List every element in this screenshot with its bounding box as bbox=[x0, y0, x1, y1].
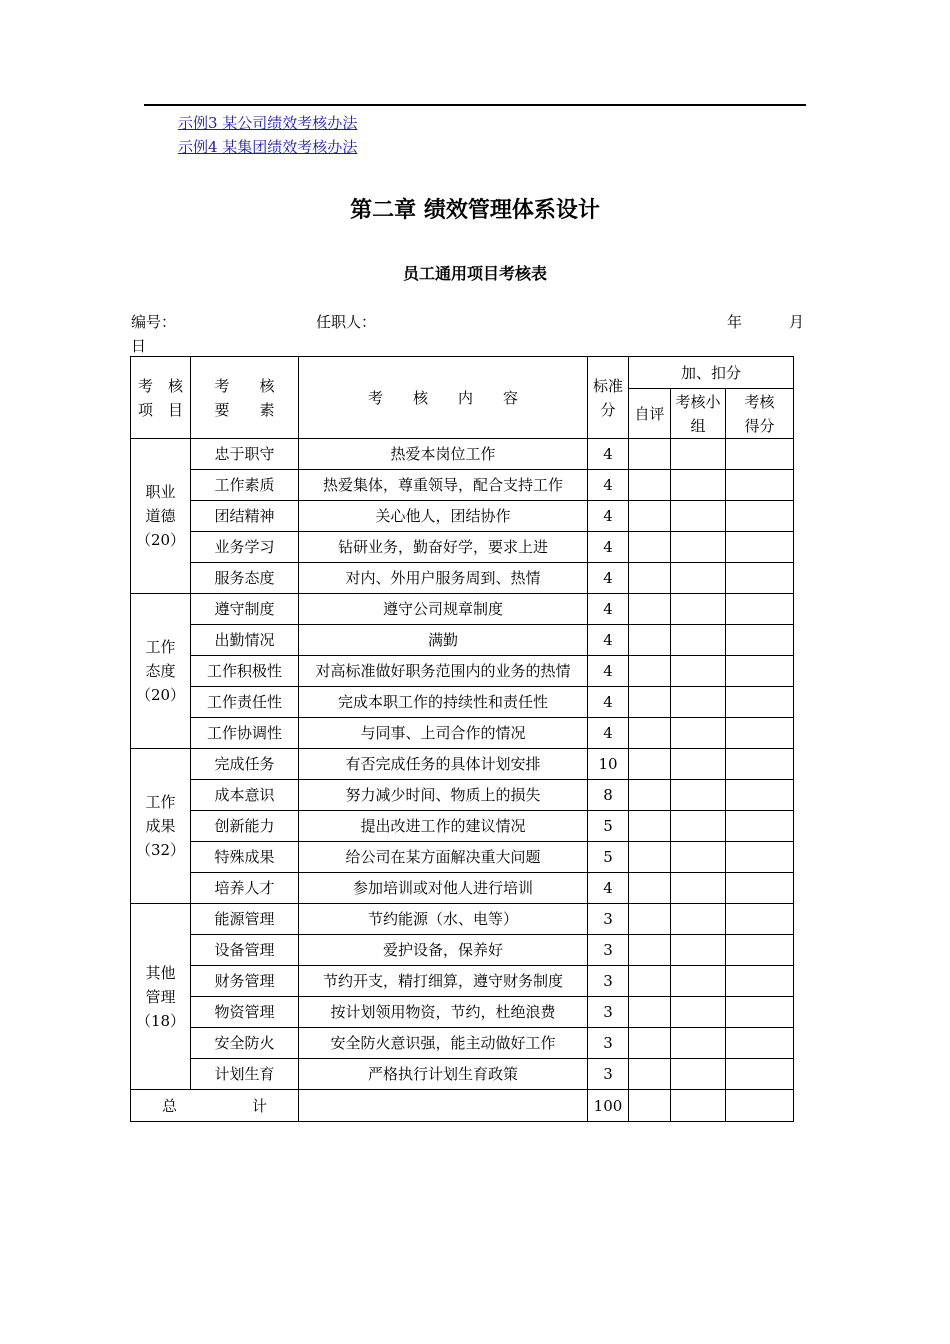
standard-score-cell: 3 bbox=[588, 1059, 629, 1090]
self-eval-cell[interactable] bbox=[629, 842, 671, 873]
standard-score-cell: 4 bbox=[588, 625, 629, 656]
table-row bbox=[131, 780, 794, 811]
total-review-group[interactable] bbox=[671, 1090, 726, 1122]
standard-score-cell: 4 bbox=[588, 439, 629, 470]
review-group-cell[interactable] bbox=[671, 935, 726, 966]
table-row bbox=[131, 532, 794, 563]
table-row bbox=[131, 718, 794, 749]
review-group-cell[interactable] bbox=[671, 563, 726, 594]
self-eval-cell[interactable] bbox=[629, 997, 671, 1028]
review-score-cell[interactable] bbox=[726, 439, 794, 470]
self-eval-cell[interactable] bbox=[629, 532, 671, 563]
standard-score-cell: 4 bbox=[588, 470, 629, 501]
standard-score-cell: 10 bbox=[588, 749, 629, 780]
header-adjust: 加、扣分 bbox=[629, 357, 794, 389]
review-score-cell[interactable] bbox=[726, 470, 794, 501]
review-group-cell[interactable] bbox=[671, 718, 726, 749]
content-cell: 满勤 bbox=[299, 625, 588, 656]
self-eval-cell[interactable] bbox=[629, 935, 671, 966]
review-group-cell[interactable] bbox=[671, 625, 726, 656]
self-eval-cell[interactable] bbox=[629, 811, 671, 842]
content-cell: 热爱本岗位工作 bbox=[299, 439, 588, 470]
year-label: 年 bbox=[727, 313, 743, 331]
element-cell: 物资管理 bbox=[191, 997, 299, 1028]
review-score-cell[interactable] bbox=[726, 594, 794, 625]
review-group-cell[interactable] bbox=[671, 842, 726, 873]
total-self-eval[interactable] bbox=[629, 1090, 671, 1122]
review-score-cell[interactable] bbox=[726, 1059, 794, 1090]
table-row bbox=[131, 470, 794, 501]
self-eval-cell[interactable] bbox=[629, 625, 671, 656]
table-row bbox=[131, 904, 794, 935]
element-cell: 创新能力 bbox=[191, 811, 299, 842]
element-cell: 完成任务 bbox=[191, 749, 299, 780]
total-review-score[interactable] bbox=[726, 1090, 794, 1122]
self-eval-cell[interactable] bbox=[629, 470, 671, 501]
review-group-cell[interactable] bbox=[671, 966, 726, 997]
self-eval-cell[interactable] bbox=[629, 687, 671, 718]
header-content: 考 核 内 容 bbox=[299, 357, 588, 439]
element-cell: 财务管理 bbox=[191, 966, 299, 997]
total-content bbox=[299, 1090, 588, 1122]
link-example-4[interactable]: 示例4 某集团绩效考核办法 bbox=[178, 138, 358, 156]
standard-score-cell: 3 bbox=[588, 997, 629, 1028]
element-cell: 能源管理 bbox=[191, 904, 299, 935]
standard-score-cell: 4 bbox=[588, 563, 629, 594]
review-group-cell[interactable] bbox=[671, 470, 726, 501]
standard-score-cell: 4 bbox=[588, 594, 629, 625]
assessment-table bbox=[130, 356, 794, 1122]
review-score-cell[interactable] bbox=[726, 935, 794, 966]
review-score-cell[interactable] bbox=[726, 749, 794, 780]
table-row bbox=[131, 997, 794, 1028]
element-cell: 工作责任性 bbox=[191, 687, 299, 718]
self-eval-cell[interactable] bbox=[629, 1059, 671, 1090]
review-group-cell[interactable] bbox=[671, 501, 726, 532]
content-cell: 严格执行计划生育政策 bbox=[299, 1059, 588, 1090]
content-cell: 给公司在某方面解决重大问题 bbox=[299, 842, 588, 873]
review-group-cell[interactable] bbox=[671, 749, 726, 780]
review-group-cell[interactable] bbox=[671, 594, 726, 625]
standard-score-cell: 4 bbox=[588, 687, 629, 718]
person-label: 任职人： bbox=[316, 313, 377, 331]
element-cell: 遵守制度 bbox=[191, 594, 299, 625]
review-group-cell[interactable] bbox=[671, 687, 726, 718]
standard-score-cell: 4 bbox=[588, 501, 629, 532]
content-cell: 提出改进工作的建议情况 bbox=[299, 811, 588, 842]
table-row bbox=[131, 625, 794, 656]
self-eval-cell[interactable] bbox=[629, 501, 671, 532]
group-name: 工作 态度 （20） bbox=[131, 594, 191, 749]
content-cell: 钻研业务，勤奋好学，要求上进 bbox=[299, 532, 588, 563]
element-cell: 工作协调性 bbox=[191, 718, 299, 749]
element-cell: 培养人才 bbox=[191, 873, 299, 904]
self-eval-cell[interactable] bbox=[629, 749, 671, 780]
standard-score-cell: 3 bbox=[588, 966, 629, 997]
standard-score-cell: 4 bbox=[588, 718, 629, 749]
table-title: 员工通用项目考核表 bbox=[402, 264, 547, 283]
element-cell: 业务学习 bbox=[191, 532, 299, 563]
element-cell: 工作素质 bbox=[191, 470, 299, 501]
review-group-cell[interactable] bbox=[671, 439, 726, 470]
review-group-cell[interactable] bbox=[671, 1059, 726, 1090]
self-eval-cell[interactable] bbox=[629, 594, 671, 625]
table-row bbox=[131, 1028, 794, 1059]
table-row bbox=[131, 687, 794, 718]
element-cell: 设备管理 bbox=[191, 935, 299, 966]
element-cell: 安全防火 bbox=[191, 1028, 299, 1059]
day-label: 日 bbox=[131, 337, 147, 355]
content-cell: 对高标准做好职务范围内的业务的热情 bbox=[299, 656, 588, 687]
group-name: 其他 管理 （18） bbox=[131, 904, 191, 1090]
table-row bbox=[131, 842, 794, 873]
element-cell: 计划生育 bbox=[191, 1059, 299, 1090]
review-score-cell[interactable] bbox=[726, 718, 794, 749]
table-row bbox=[131, 439, 794, 470]
review-score-cell[interactable] bbox=[726, 811, 794, 842]
review-score-cell[interactable] bbox=[726, 501, 794, 532]
table-row bbox=[131, 935, 794, 966]
standard-score-cell: 4 bbox=[588, 873, 629, 904]
review-group-cell[interactable] bbox=[671, 811, 726, 842]
standard-score-cell: 3 bbox=[588, 904, 629, 935]
header-review-group: 考核小 组 bbox=[671, 389, 726, 439]
review-score-cell[interactable] bbox=[726, 780, 794, 811]
content-cell: 关心他人，团结协作 bbox=[299, 501, 588, 532]
content-cell: 热爱集体，尊重领导，配合支持工作 bbox=[299, 470, 588, 501]
standard-score-cell: 5 bbox=[588, 842, 629, 873]
review-group-cell[interactable] bbox=[671, 904, 726, 935]
table-row bbox=[131, 811, 794, 842]
total-label: 总 计 bbox=[131, 1090, 299, 1122]
table-row bbox=[131, 563, 794, 594]
content-cell: 对内、外用户服务周到、热情 bbox=[299, 563, 588, 594]
header-element: 考 核 要 素 bbox=[191, 357, 299, 439]
table-row bbox=[131, 1059, 794, 1090]
table-row bbox=[131, 594, 794, 625]
header-rule bbox=[144, 104, 806, 106]
self-eval-cell[interactable] bbox=[629, 439, 671, 470]
self-eval-cell[interactable] bbox=[629, 1028, 671, 1059]
review-score-cell[interactable] bbox=[726, 1028, 794, 1059]
element-cell: 团结精神 bbox=[191, 501, 299, 532]
review-group-cell[interactable] bbox=[671, 873, 726, 904]
content-cell: 按计划领用物资，节约，杜绝浪费 bbox=[299, 997, 588, 1028]
header-review-score: 考核 得分 bbox=[726, 389, 794, 439]
standard-score-cell: 3 bbox=[588, 1028, 629, 1059]
element-cell: 特殊成果 bbox=[191, 842, 299, 873]
link-example-3[interactable]: 示例3 某公司绩效考核办法 bbox=[178, 114, 358, 132]
content-cell: 安全防火意识强，能主动做好工作 bbox=[299, 1028, 588, 1059]
number-label: 编号： bbox=[131, 313, 177, 331]
table-row bbox=[131, 656, 794, 687]
standard-score-cell: 4 bbox=[588, 656, 629, 687]
element-cell: 成本意识 bbox=[191, 780, 299, 811]
content-cell: 有否完成任务的具体计划安排 bbox=[299, 749, 588, 780]
element-cell: 出勤情况 bbox=[191, 625, 299, 656]
month-label: 月 bbox=[789, 313, 805, 331]
review-score-cell[interactable] bbox=[726, 687, 794, 718]
header-standard: 标准 分 bbox=[588, 357, 629, 439]
group-name: 职业 道德 （20） bbox=[131, 439, 191, 594]
review-score-cell[interactable] bbox=[726, 532, 794, 563]
table-row bbox=[131, 966, 794, 997]
review-score-cell[interactable] bbox=[726, 656, 794, 687]
review-score-cell[interactable] bbox=[726, 904, 794, 935]
element-cell: 工作积极性 bbox=[191, 656, 299, 687]
element-cell: 忠于职守 bbox=[191, 439, 299, 470]
review-group-cell[interactable] bbox=[671, 1028, 726, 1059]
content-cell: 与同事、上司合作的情况 bbox=[299, 718, 588, 749]
content-cell: 参加培训或对他人进行培训 bbox=[299, 873, 588, 904]
group-name: 工作 成果 （32） bbox=[131, 749, 191, 904]
review-score-cell[interactable] bbox=[726, 997, 794, 1028]
total-standard: 100 bbox=[588, 1090, 629, 1122]
standard-score-cell: 8 bbox=[588, 780, 629, 811]
header-project: 考 核 项 目 bbox=[131, 357, 191, 439]
review-score-cell[interactable] bbox=[726, 873, 794, 904]
table-row bbox=[131, 749, 794, 780]
standard-score-cell: 3 bbox=[588, 935, 629, 966]
self-eval-cell[interactable] bbox=[629, 718, 671, 749]
element-cell: 服务态度 bbox=[191, 563, 299, 594]
table-row bbox=[131, 873, 794, 904]
self-eval-cell[interactable] bbox=[629, 656, 671, 687]
review-score-cell[interactable] bbox=[726, 563, 794, 594]
content-cell: 努力减少时间、物质上的损失 bbox=[299, 780, 588, 811]
self-eval-cell[interactable] bbox=[629, 904, 671, 935]
header-self-eval: 自评 bbox=[629, 389, 671, 439]
chapter-title: 第二章 绩效管理体系设计 bbox=[350, 198, 600, 223]
self-eval-cell[interactable] bbox=[629, 966, 671, 997]
review-score-cell[interactable] bbox=[726, 966, 794, 997]
review-group-cell[interactable] bbox=[671, 532, 726, 563]
standard-score-cell: 5 bbox=[588, 811, 629, 842]
content-cell: 遵守公司规章制度 bbox=[299, 594, 588, 625]
self-eval-cell[interactable] bbox=[629, 873, 671, 904]
content-cell: 节约能源（水、电等） bbox=[299, 904, 588, 935]
review-score-cell[interactable] bbox=[726, 625, 794, 656]
review-group-cell[interactable] bbox=[671, 780, 726, 811]
standard-score-cell: 4 bbox=[588, 532, 629, 563]
content-cell: 爱护设备，保养好 bbox=[299, 935, 588, 966]
review-score-cell[interactable] bbox=[726, 842, 794, 873]
review-group-cell[interactable] bbox=[671, 997, 726, 1028]
self-eval-cell[interactable] bbox=[629, 780, 671, 811]
table-row bbox=[131, 501, 794, 532]
content-cell: 节约开支，精打细算，遵守财务制度 bbox=[299, 966, 588, 997]
review-group-cell[interactable] bbox=[671, 656, 726, 687]
content-cell: 完成本职工作的持续性和责任性 bbox=[299, 687, 588, 718]
self-eval-cell[interactable] bbox=[629, 563, 671, 594]
